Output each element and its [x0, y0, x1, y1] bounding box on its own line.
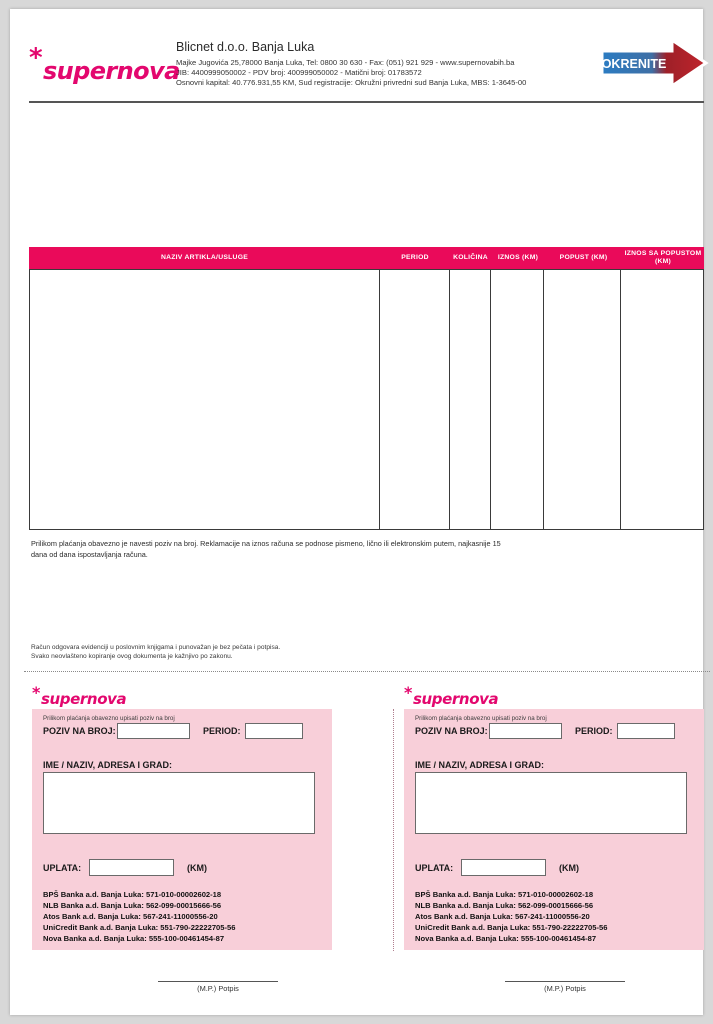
- uplata-input[interactable]: [461, 859, 546, 876]
- bank-account-item: BPŠ Banka a.d. Banja Luka: 571-010-00002602-18: [43, 890, 222, 899]
- bank-account-item: Atos Bank a.d. Banja Luka: 567-241-11000556-20: [43, 912, 218, 922]
- header-divider: [29, 101, 704, 103]
- signature-line: [505, 981, 625, 982]
- vertical-cut-line: [393, 709, 394, 951]
- asterisk-icon: *: [404, 683, 413, 702]
- currency-label: (KM): [187, 863, 207, 873]
- bank-accounts-list: [43, 889, 235, 944]
- signature-line: [158, 981, 278, 982]
- bank-account-item: UniCredit Bank a.d. Banja Luka: 551-790-22222705-56: [415, 923, 608, 933]
- logo-wordmark: supernova: [41, 690, 127, 708]
- table-cell-kolicina: [450, 270, 491, 529]
- okrenite-arrow-button[interactable]: [598, 37, 710, 91]
- bank-account-item: NLB Banka a.d. Banja Luka: 562-099-00015666-56: [43, 901, 222, 911]
- asterisk-icon: *: [29, 43, 43, 73]
- items-table: [29, 247, 704, 530]
- slip-logo-right: [404, 685, 514, 707]
- poziv-na-broj-label: POZIV NA BROJ:: [415, 726, 488, 736]
- disclaimer-line-2: Svako neovlašteno kopiranje ovog dokumenta je kažnjivo po zakonu.: [31, 653, 233, 661]
- horizontal-cut-line: [24, 671, 710, 672]
- bank-account-item: Atos Bank a.d. Banja Luka: 567-241-11000556-20: [415, 912, 590, 922]
- invoice-sheet: [10, 9, 703, 1015]
- poziv-na-broj-input[interactable]: [489, 723, 562, 739]
- poziv-na-broj-input[interactable]: [117, 723, 190, 739]
- period-input[interactable]: [617, 723, 675, 739]
- column-header-naziv: NAZIV ARTIKLA/USLUGE: [160, 253, 249, 261]
- table-body: [29, 269, 704, 530]
- slip-hint: Prilikom plaćanja obavezno upisati poziv na broj: [415, 715, 547, 722]
- column-header-kolicina: KOLIČINA: [453, 253, 488, 261]
- payment-slip-left: [32, 709, 332, 950]
- uplata-label: UPLATA:: [415, 863, 454, 873]
- table-cell-iznos-sa-popustom: [621, 270, 703, 529]
- payment-note: Prilikom plaćanja obavezno je navesti poziv na broj. Reklamacije na iznos računa se podnose pismeno, lično ili elektronskim putem, najkasnije 15 dana od dana ispostavljanja računa.: [31, 539, 501, 559]
- company-info: [176, 40, 576, 89]
- logo-wordmark: supernova: [413, 690, 499, 708]
- company-name: Blicnet d.o.o. Banja Luka: [176, 40, 315, 54]
- column-header-iznos: IZNOS (KM): [497, 253, 539, 261]
- address-input[interactable]: [415, 772, 687, 834]
- bank-account-item: BPŠ Banka a.d. Banja Luka: 571-010-00002602-18: [415, 890, 594, 899]
- bank-accounts-list: [415, 889, 607, 944]
- table-cell-period: [380, 270, 450, 529]
- currency-label: (KM): [559, 863, 579, 873]
- period-label: PERIOD:: [575, 726, 613, 736]
- table-cell-naziv: [30, 270, 380, 529]
- column-header-period: PERIOD: [401, 253, 429, 261]
- company-tax-line: JIB: 4400999050002 - PDV broj: 400999050002 - Matični broj: 01783572: [176, 68, 422, 78]
- logo-wordmark: supernova: [43, 57, 180, 85]
- company-capital-line: Osnovni kapital: 40.776.931,55 KM, Sud registracije: Okružni privredni sud Banja Luka, MBS: 1-3645-00: [176, 78, 527, 88]
- column-header-iznos-sa-popustom: IZNOS SA POPUSTOM (KM): [624, 249, 702, 265]
- slip-hint: Prilikom plaćanja obavezno upisati poziv na broj: [43, 715, 175, 722]
- supernova-logo: [29, 43, 180, 87]
- slip-logo-left: [32, 685, 142, 707]
- signature-caption: (M.P.) Potpis: [197, 984, 239, 993]
- bank-account-item: Nova Banka a.d. Banja Luka: 555-100-00461454-87: [43, 934, 225, 944]
- period-input[interactable]: [245, 723, 303, 739]
- uplata-label: UPLATA:: [43, 863, 82, 873]
- address-label: IME / NAZIV, ADRESA I GRAD:: [43, 760, 173, 770]
- payment-slip-right: [404, 709, 704, 950]
- bank-account-item: NLB Banka a.d. Banja Luka: 562-099-00015666-56: [415, 901, 594, 911]
- column-header-popust: POPUST (KM): [559, 253, 608, 261]
- table-header-row: [29, 247, 704, 269]
- bank-account-item: Nova Banka a.d. Banja Luka: 555-100-00461454-87: [415, 934, 597, 944]
- address-label: IME / NAZIV, ADRESA I GRAD:: [415, 760, 545, 770]
- table-cell-popust: [544, 270, 621, 529]
- disclaimer-line-1: Račun odgovara evidenciji u poslovnim knjigama i punovažan je bez pečata i potpisa.: [31, 644, 281, 651]
- signature-caption: (M.P.) Potpis: [544, 984, 586, 993]
- poziv-na-broj-label: POZIV NA BROJ:: [43, 726, 116, 736]
- address-input[interactable]: [43, 772, 315, 834]
- uplata-input[interactable]: [89, 859, 174, 876]
- company-contact-line: Majke Jugovića 25,78000 Banja Luka, Tel: 0800 30 630 - Fax: (051) 921 929 - www.supernovabih.ba: [176, 58, 515, 67]
- period-label: PERIOD:: [203, 726, 241, 736]
- signature-block-left: [158, 981, 278, 993]
- table-cell-iznos: [491, 270, 545, 529]
- legal-disclaimer: [31, 643, 451, 662]
- asterisk-icon: *: [32, 683, 41, 702]
- bank-account-item: UniCredit Bank a.d. Banja Luka: 551-790-22222705-56: [43, 923, 236, 933]
- signature-block-right: [505, 981, 625, 993]
- okrenite-label: OKRENITE: [601, 57, 667, 71]
